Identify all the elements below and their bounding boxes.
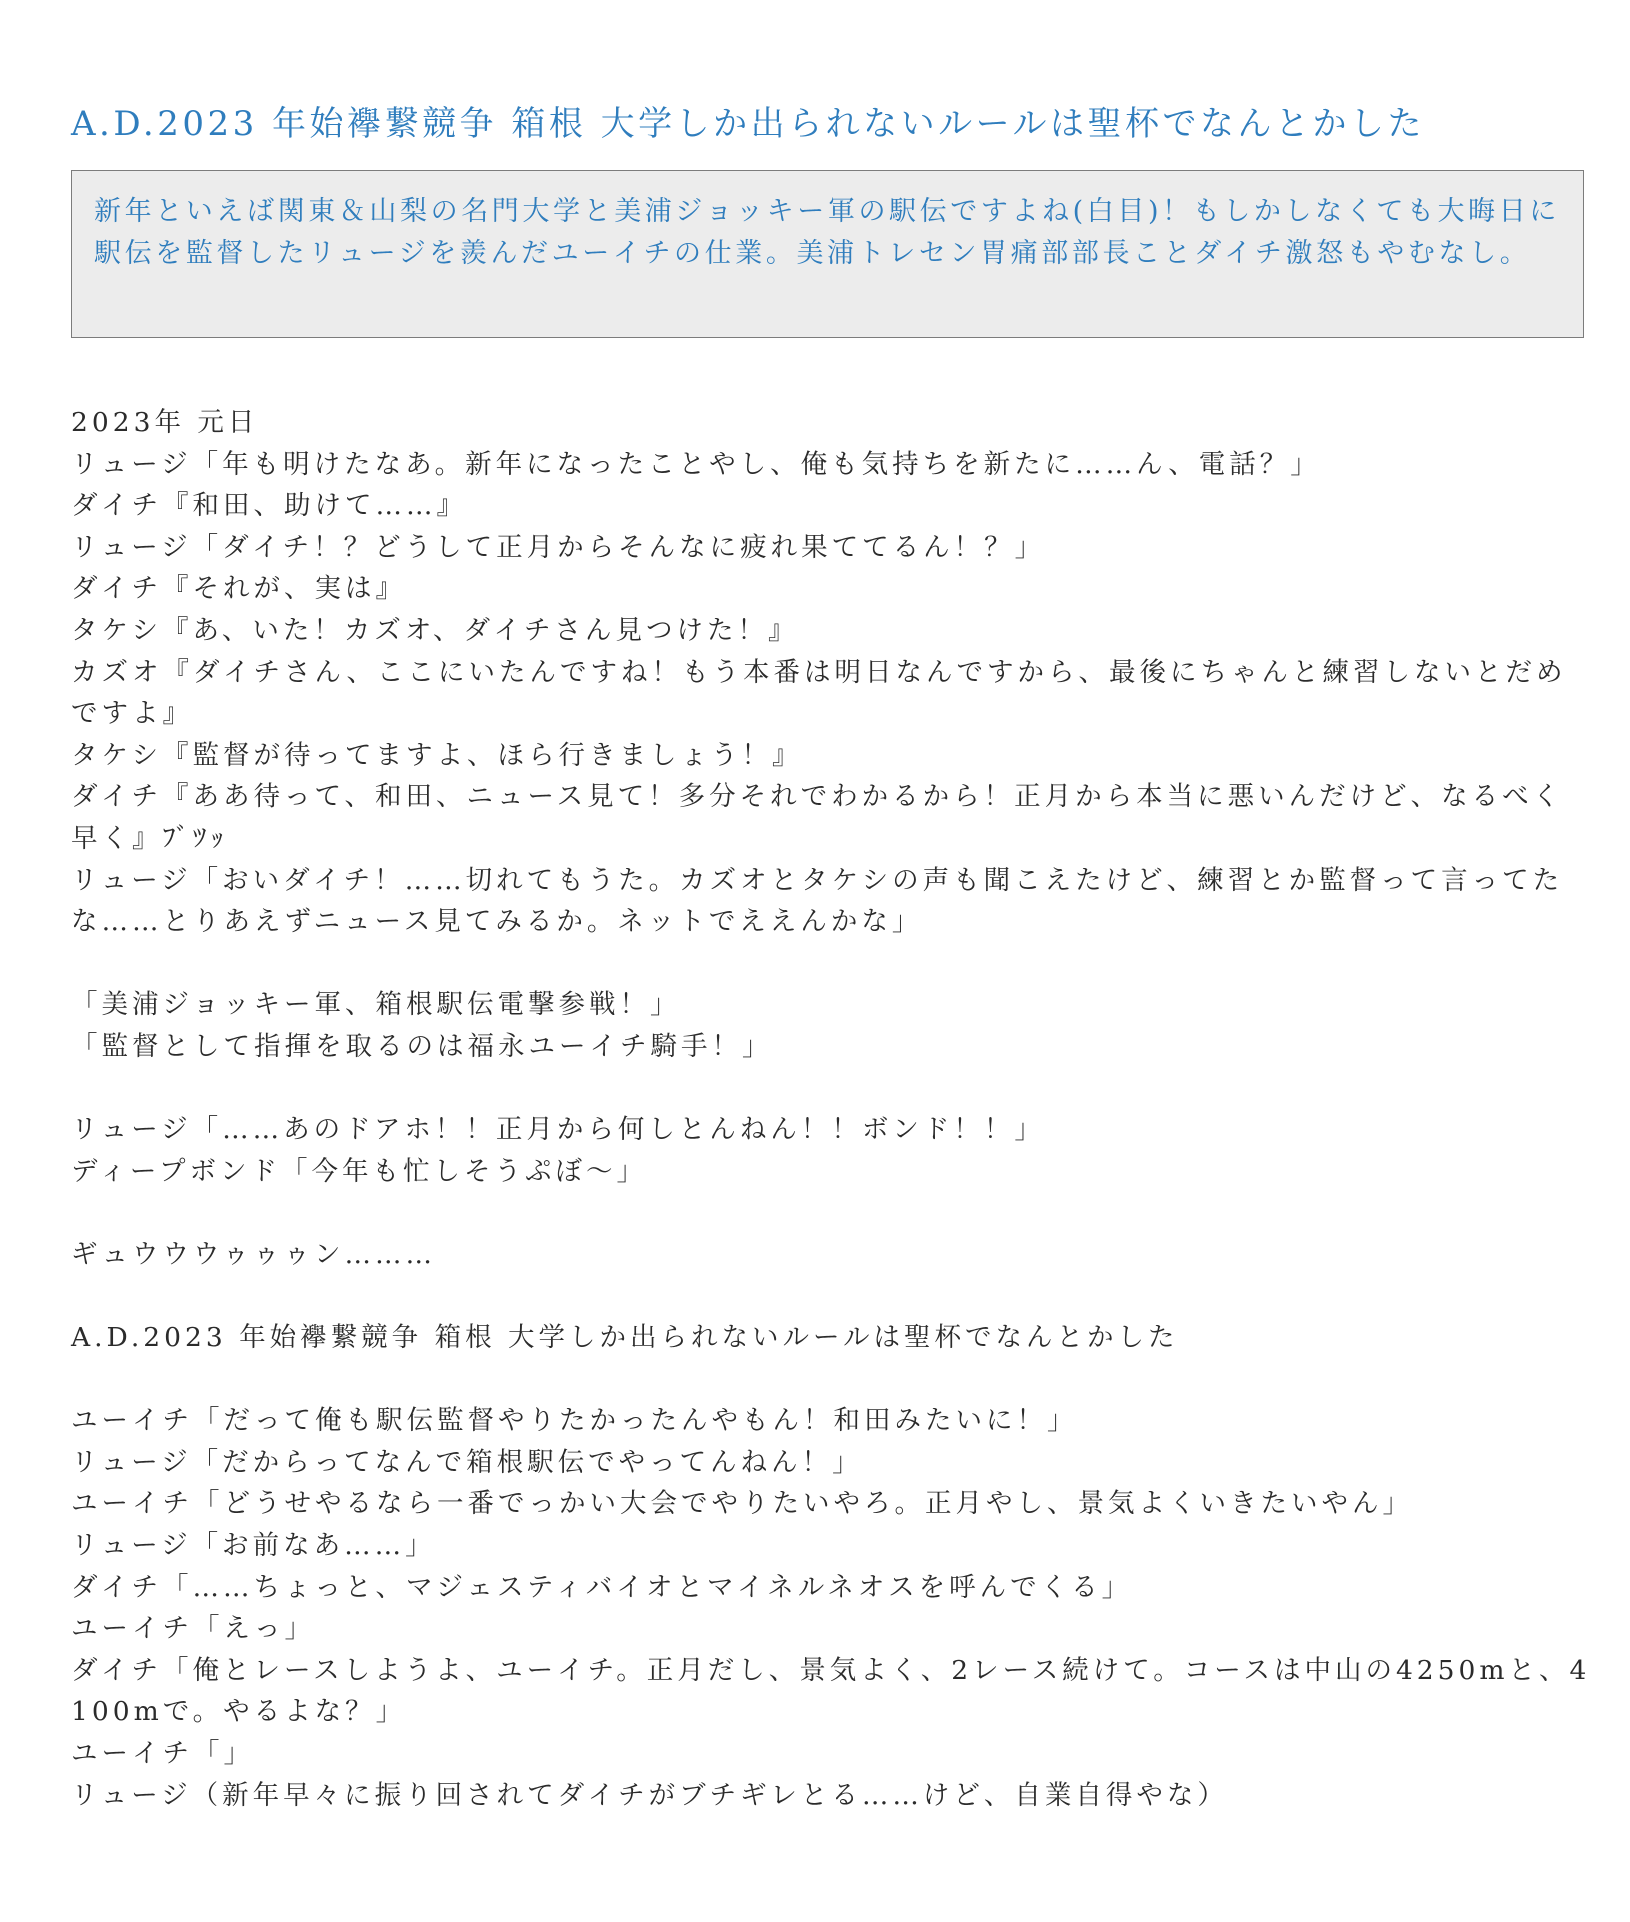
story-line: A.D.2023 年始襷繋競争 箱根 大学しか出られないルールは聖杯でなんとかした — [71, 1322, 1179, 1354]
story-line: ダイチ「……ちょっと、マジェスティバイオとマイネルネオスを呼んでくる」 — [71, 1571, 1133, 1603]
story-line: ユーイチ「」 — [71, 1738, 254, 1769]
story-line: リュージ「……あのドアホ！！正月から何しとんねん！！ボンド！！」 — [71, 1114, 1045, 1146]
story-line: 2023年 元日 — [71, 407, 259, 438]
story-line: リュージ「ダイチ！？どうして正月からそんなに疲れ果ててるん！？」 — [71, 531, 1046, 563]
story-line: ダイチ『和田、助けて……』 — [71, 490, 467, 522]
story-line: ダイチ『それが、実は』 — [71, 573, 406, 605]
story-line: ユーイチ「どうせやるなら一番でっかい大会でやりたいやろ。正月やし、景気よくいきたいやん」 — [71, 1488, 1413, 1520]
story-line: カズオ『ダイチさん、ここにいたんですね！もう本番は明日なんですから、最後にちゃんと練習しないとだめですよ』 — [71, 656, 1567, 730]
story-line: タケシ『監督が待ってますよ、ほら行きましょう！』 — [71, 739, 803, 771]
story-line: ディープボンド「今年も忙しそうぷぼ～」 — [71, 1155, 648, 1187]
story-line: リュージ（新年早々に振り回されてダイチがブチギレとる……けど、自業自得やな） — [71, 1779, 1228, 1811]
story-line: リュージ「年も明けたなあ。新年になったことやし、俺も気持ちを新たに……ん、電話？」 — [71, 448, 1321, 480]
story-line: ユーイチ「だって俺も駅伝監督やりたかったんやもん！和田みたいに！」 — [71, 1405, 1078, 1437]
story-line: ダイチ『ああ待って、和田、ニュース見て！多分それでわかるから！正月から本当に悪いんだけど、なるべく早く』ﾌﾞﾂｯ — [71, 781, 1564, 854]
story-line: リュージ「お前なあ……」 — [71, 1530, 436, 1562]
blank-line — [71, 1275, 1591, 1317]
story-line: リュージ「おいダイチ！……切れてもうた。カズオとタケシの声も聞こえたけど、練習とか監督って言ってたな……とりあえずニュース見てみるか。ネットでええんかな」 — [71, 864, 1564, 938]
story-line: リュージ「だからってなんで箱根駅伝でやってんねん！」 — [71, 1446, 863, 1478]
story-line: タケシ『あ、いた！カズオ、ダイチさん見つけた！』 — [71, 614, 799, 646]
summary-box — [71, 170, 1584, 338]
story-line: ユーイチ「えっ」 — [71, 1613, 315, 1645]
blank-line — [71, 1068, 1591, 1110]
story-body — [71, 402, 1591, 1816]
summary-text: 新年といえば関東＆山梨の名門大学と美浦ジョッキー軍の駅伝ですよね(白目)！もしかしなくても大晦日に駅伝を監督したリュージを羨んだユーイチの仕業。美浦トレセン胃痛部部長ことダイチ激怒もやむなし。 — [94, 196, 1560, 269]
story-line: 「美浦ジョッキー軍、箱根駅伝電撃参戦！」 — [71, 989, 681, 1021]
story-line: ダイチ「俺とレースしようよ、ユーイチ。正月だし、景気よく、2レース続けて。コースは中山の4250mと、4100mで。やるよな？」 — [71, 1654, 1591, 1728]
blank-line — [71, 1359, 1591, 1401]
page-title: A.D.2023 年始襷繋競争 箱根 大学しか出られないルールは聖杯でなんとかした — [71, 104, 1425, 144]
blank-line — [71, 1192, 1591, 1234]
story-line: 「監督として指揮を取るのは福永ユーイチ騎手！」 — [71, 1030, 773, 1062]
blank-line — [71, 943, 1591, 985]
story-line: ギュウウウゥゥゥン……… — [71, 1238, 436, 1270]
